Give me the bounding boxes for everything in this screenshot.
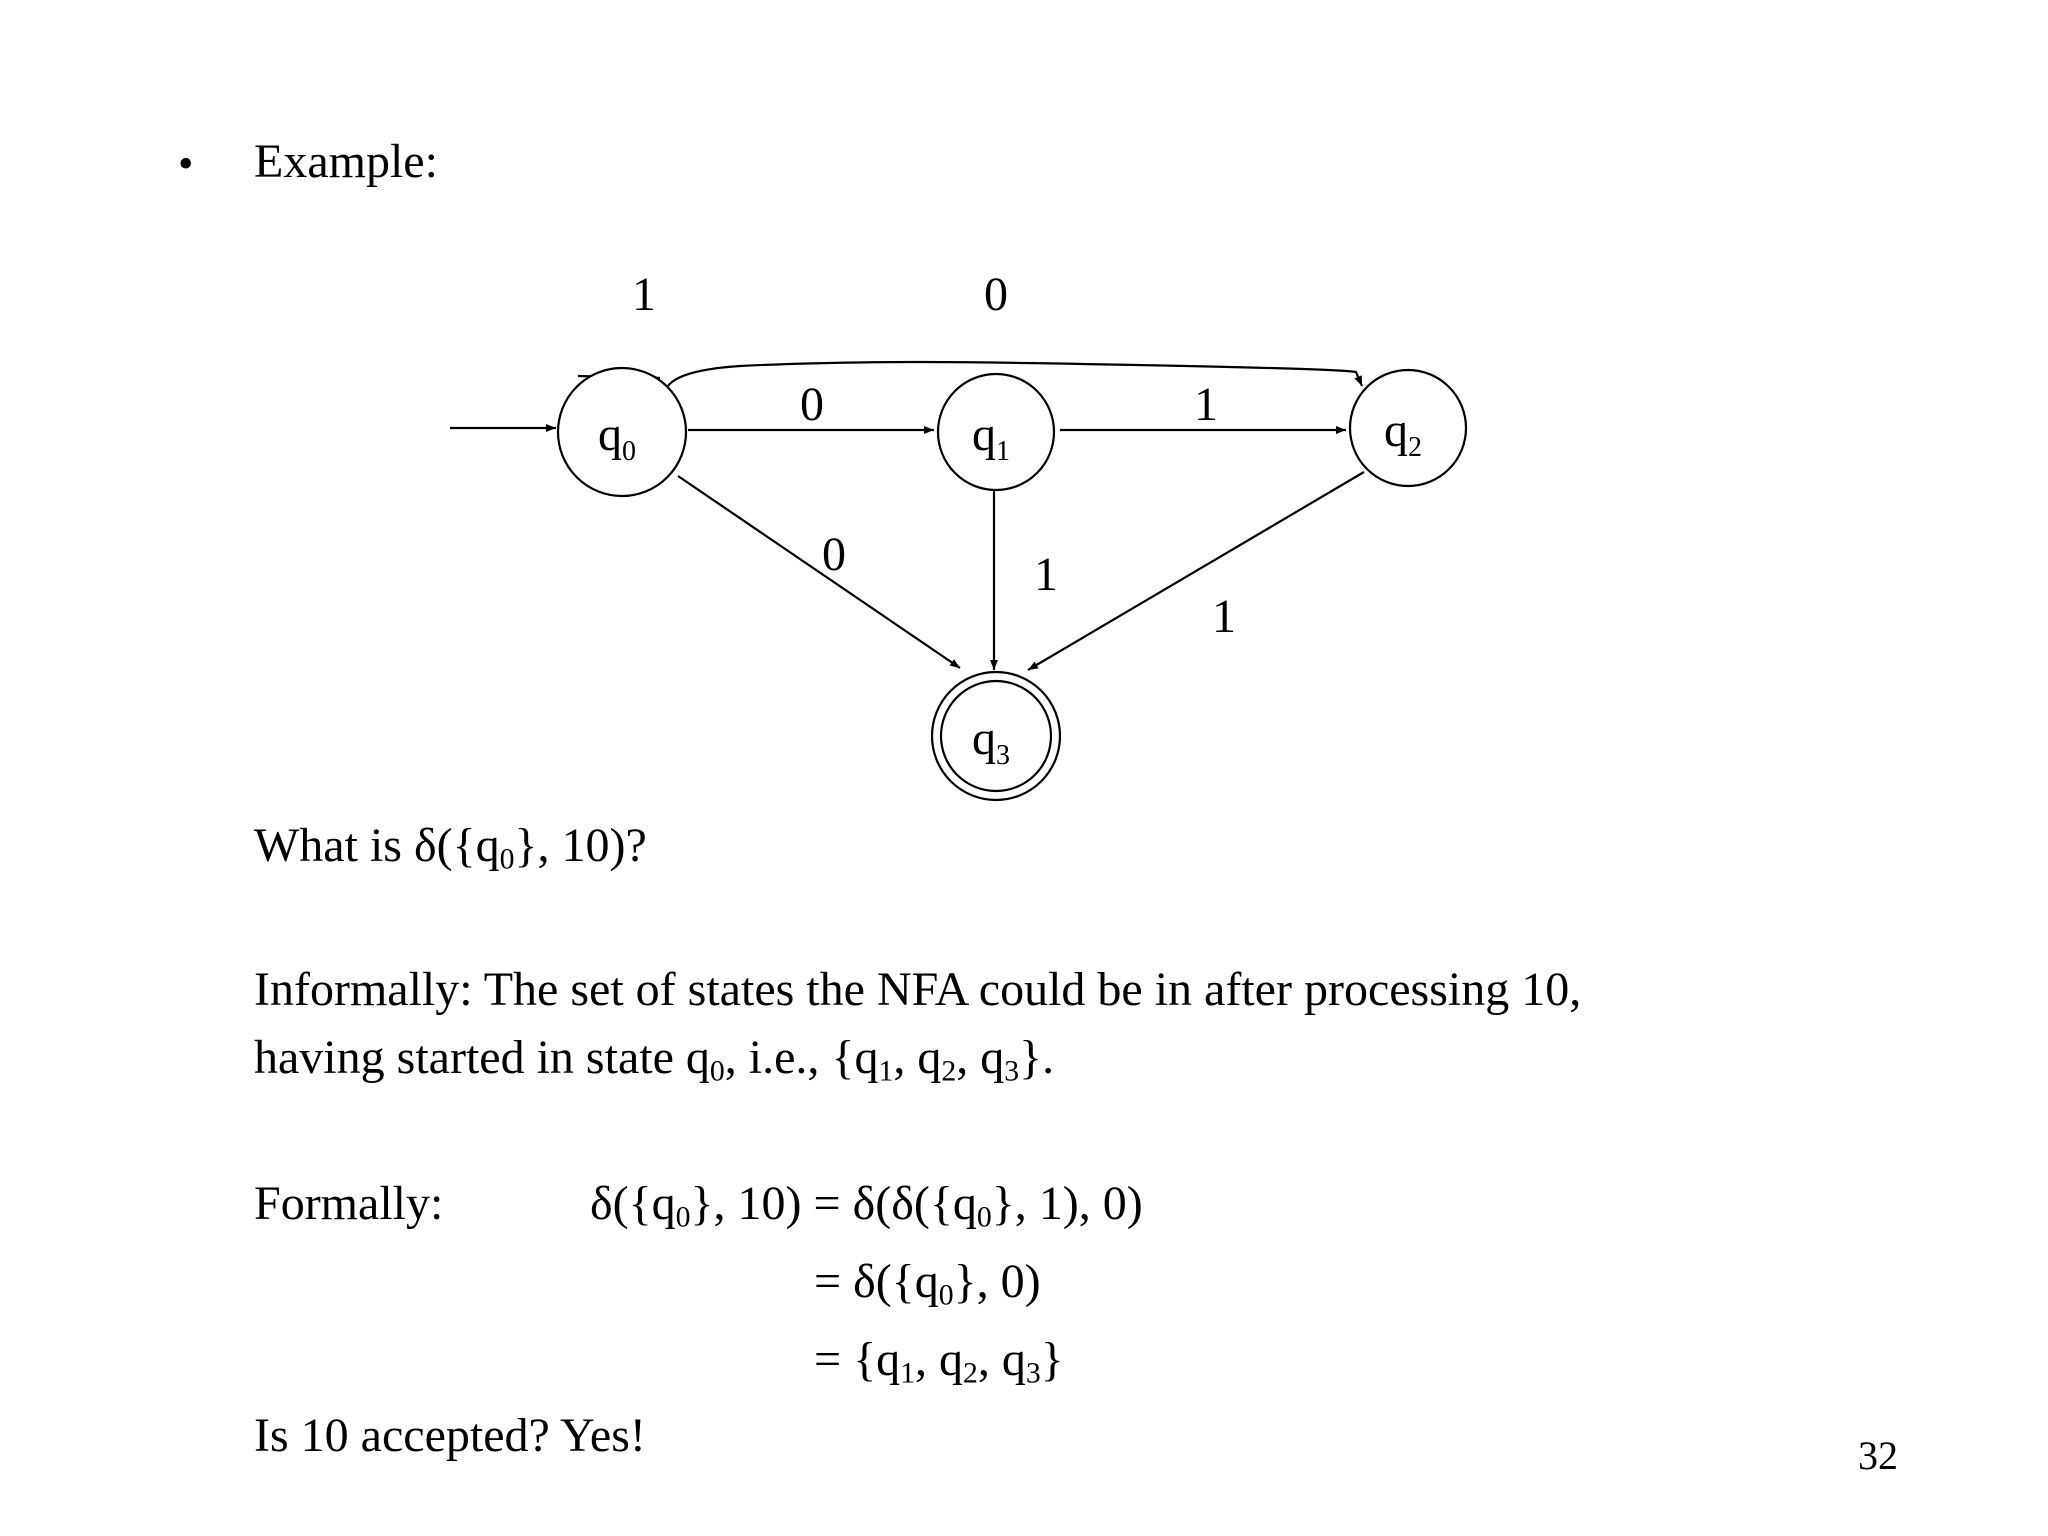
state-label-q3: $q_3$ — [972, 712, 1010, 771]
transition-label-q2-q3: 1 — [1212, 590, 1236, 643]
informal-line-2: having started in state $q_0$, i.e., {$q_1$, $q_2$, $q_3$}. — [254, 1031, 1055, 1088]
formal-line-2: = $\delta(\{q_0\}$, 0) — [814, 1255, 1041, 1312]
bullet-point: • — [178, 139, 194, 188]
transition-label-q0-q1: 0 — [800, 378, 824, 431]
conclusion-text: Is 10 accepted? Yes! — [254, 1409, 646, 1462]
state-label-q1: $q_1$ — [972, 408, 1010, 467]
page-number: 32 — [1858, 1433, 1898, 1478]
state-q3-outer — [932, 672, 1060, 800]
transition-label-q1-q3: 1 — [1034, 548, 1058, 601]
edge-q0-q3 — [678, 476, 960, 668]
state-q0 — [558, 368, 686, 496]
state-label-q0: $q_0$ — [598, 408, 636, 467]
transition-label-q0-q2: 0 — [984, 268, 1008, 321]
transition-label-q0-q3: 0 — [822, 528, 846, 581]
state-q1 — [938, 374, 1054, 490]
transition-label-q1-q2: 1 — [1194, 378, 1218, 431]
formal-label: Formally: — [254, 1177, 444, 1230]
informal-line-1: Informally: The set of states the NFA could be in after processing 10, — [254, 963, 1582, 1016]
state-label-q2: $q_2$ — [1384, 404, 1422, 463]
formal-line-3: = {$q_1$, $q_2$, $q_3$} — [814, 1333, 1064, 1390]
edge-q2-q3 — [1028, 472, 1364, 670]
question-text: What is $\delta(\{q_0\}$, 10)? — [254, 819, 647, 876]
formal-line-1: $\delta(\{q_0\}$, $10) = \delta(\delta(\{q_0\}$, 1), 0) — [590, 1177, 1143, 1234]
transition-label-q0-q0: 1 — [632, 268, 656, 321]
slide-heading: Example: — [254, 135, 438, 188]
state-q2 — [1350, 370, 1466, 486]
